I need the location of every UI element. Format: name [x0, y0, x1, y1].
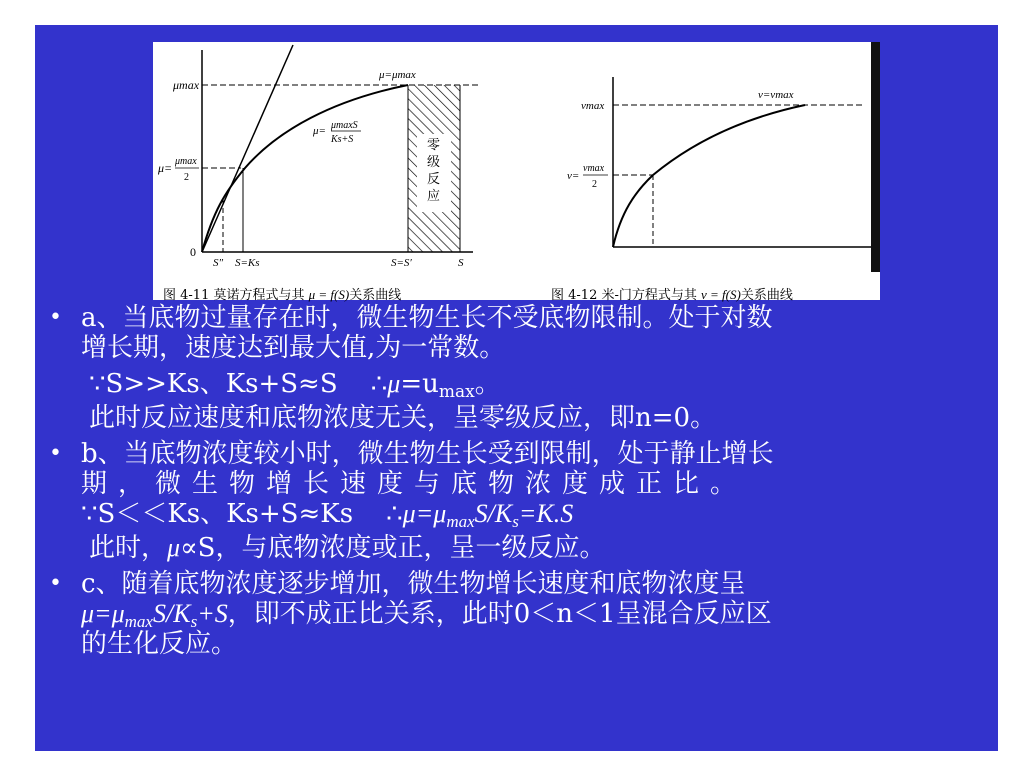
bullet-b [45, 439, 995, 529]
caption-left-suffix: 关系曲线 [349, 288, 402, 303]
label-zero-order-1: 零 [427, 137, 441, 152]
bullet-b-note-a: 此时， [89, 533, 168, 563]
bullet-a-note: 此时反应速度和底物浓度无关，呈零级反应，即n=0。 [89, 403, 717, 433]
bullet-a-line1: a、当底物过量存在时，微生物生长不受底物限制。处于对数 [81, 303, 773, 333]
label-s-dprime: S″ [213, 257, 224, 269]
label-v-max: vmax [581, 100, 605, 112]
bullet-c-formula-sub1: max [124, 612, 153, 631]
slide-body [45, 303, 995, 659]
label-zero-order-2: 级 [427, 154, 441, 169]
bullet-a-mu: μ [387, 369, 401, 398]
bullet-c-formula-sub2: s [190, 612, 198, 631]
slide-background [35, 25, 998, 751]
caption-right [551, 284, 793, 303]
label-mu-max: μmax [173, 78, 200, 92]
bullet-dot-b: • [49, 441, 62, 466]
bullet-c-formula-b: S/K [152, 599, 191, 628]
label-half-v-den: 2 [592, 179, 597, 190]
bullet-c-line1: c、随着底物浓度逐步增加，微生物增长速度和底物浓度呈 [81, 569, 746, 599]
bullet-b-formula-c: =K.S [518, 499, 574, 528]
caption-left-math: μ = f(S) [308, 287, 350, 302]
caption-left [163, 284, 401, 303]
bullet-c [45, 569, 995, 659]
label-v-eq-vmax: v=vmax [758, 89, 794, 101]
label-s-ks: S=Ks [235, 257, 260, 269]
scan-edge [871, 42, 880, 272]
kinetics-figure [153, 42, 880, 303]
label-half-v: v= [567, 170, 580, 182]
bullet-b-therefore: ∴ [386, 499, 403, 529]
bullet-b-line1: b、当底物浓度较小时，微生物生长受到限制，处于静止增长 [81, 439, 774, 469]
bullet-a-eq: =u [400, 369, 439, 399]
label-monod-den: Ks+S [331, 134, 354, 145]
label-s: S [458, 257, 464, 269]
bullet-a-condition [45, 369, 995, 402]
bullet-c-formula-a: μ=μ [81, 599, 125, 628]
bullet-c-line3: 的生化反应。 [81, 629, 238, 659]
label-half-v-num: vmax [583, 163, 605, 174]
bullet-b-formula-sub1: max [446, 512, 475, 531]
bullet-c-line2 [81, 599, 995, 629]
bullet-a-cond-text: ∵S>>Ks、Ks+S≈S [89, 369, 338, 399]
michaelis-curve [613, 105, 805, 247]
bullet-b-note-mu: μ [167, 533, 181, 562]
bullet-c-line2-tail: ，即不成正比关系，此时0＜n＜1呈混合反应区 [227, 599, 772, 629]
label-s-sprime: S=S′ [391, 257, 412, 269]
bullet-a-line2: 增长期，速度达到最大值,为一常数。 [81, 333, 506, 363]
caption-left-prefix: 图 4-11 莫诺方程式与其 [163, 288, 309, 303]
bullet-b-note-b: ∝S，与底物浓度或正，呈一级反应。 [180, 533, 606, 563]
bullet-a-sub: max [438, 382, 475, 402]
bullet-c-formula-c: +S [197, 599, 228, 628]
label-zero-order-3: 反 [427, 171, 441, 186]
kinetics-curves-svg [153, 42, 880, 300]
bullet-b-formula-b: S/K [474, 499, 513, 528]
label-mu-eq-mumax: μ=μmax [379, 69, 416, 81]
bullet-b-formula-a: μ=μ [402, 499, 447, 528]
label-monod-num: μmaxS [331, 120, 358, 131]
label-zero-order-4: 应 [427, 188, 441, 203]
caption-right-prefix: 图 4-12 米-门方程式与其 [551, 288, 701, 303]
bullet-a [45, 303, 995, 363]
bullet-dot-a: • [49, 305, 62, 330]
bullet-b-note [45, 533, 995, 563]
bullet-b-line2: 期，微生物增长速度与底物浓度成正比。 [81, 469, 748, 499]
label-half-mu-den: 2 [184, 172, 189, 183]
bullet-b-cond-text: ∵S＜＜Ks、Ks+S≈Ks [81, 499, 354, 529]
label-monod-lhs: μ= [313, 125, 326, 137]
bullet-b-formula-sub2: s [512, 512, 519, 531]
bullet-dot-c: • [49, 571, 62, 596]
label-half-mu-num: μmax [175, 156, 197, 167]
caption-right-suffix: 关系曲线 [740, 288, 793, 303]
tangent-line [202, 45, 293, 252]
caption-right-math: v = f(S) [701, 287, 741, 302]
bullet-a-therefore: ∴ [370, 369, 388, 399]
bullet-b-condition [81, 499, 995, 529]
bullet-a-tail: 。 [474, 369, 501, 399]
label-origin: 0 [190, 245, 196, 259]
label-half-mu: μ= [158, 161, 173, 175]
